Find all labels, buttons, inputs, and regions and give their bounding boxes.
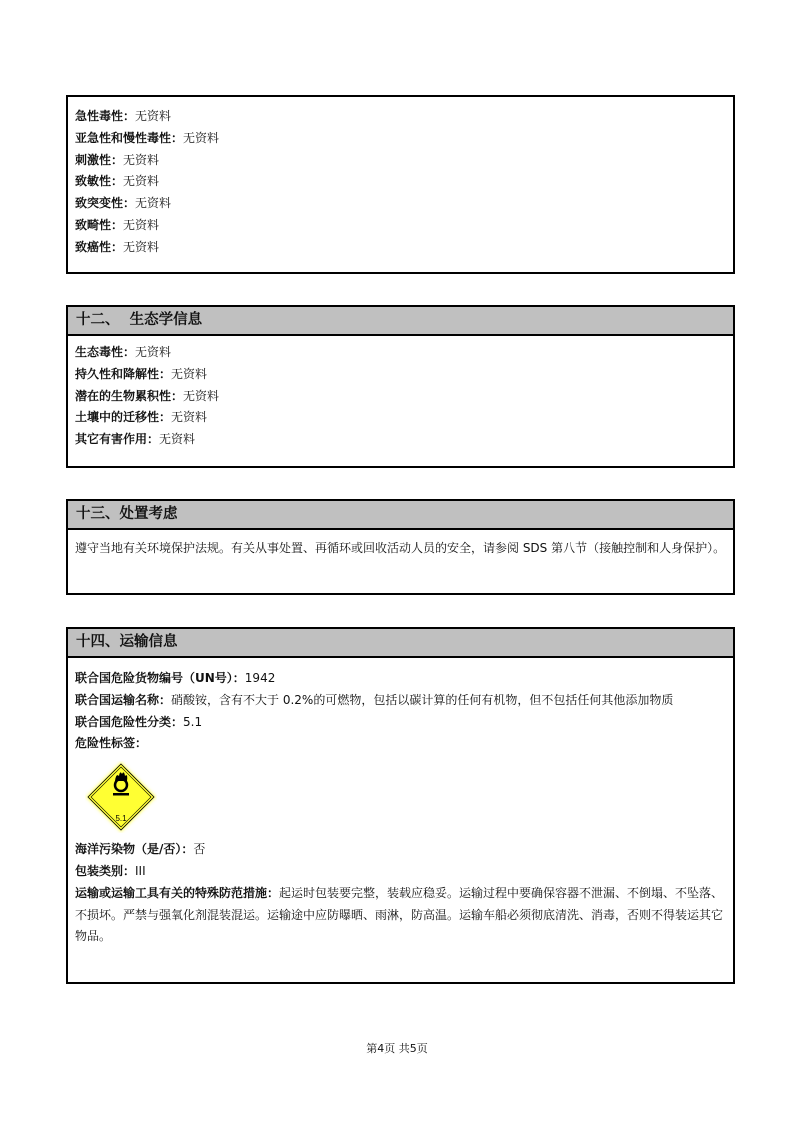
field-irritation: 刺激性：无资料 bbox=[75, 152, 160, 167]
svg-text:5.1: 5.1 bbox=[115, 814, 127, 824]
section-title: 十三、处置考虑 bbox=[68, 501, 733, 530]
field-bioaccumulation: 潜在的生物累积性：无资料 bbox=[75, 388, 220, 403]
field-carcinogenicity: 致癌性：无资料 bbox=[75, 239, 160, 254]
field-mutagenicity: 致突变性：无资料 bbox=[75, 196, 172, 211]
section-title: 十二、 生态学信息 bbox=[68, 307, 733, 336]
section-title: 十四、运输信息 bbox=[68, 629, 733, 658]
field-hazard-class: 联合国危险性分类：5.1 bbox=[75, 714, 203, 729]
field-other-effects: 其它有害作用：无资料 bbox=[75, 432, 196, 447]
section-disposal bbox=[66, 499, 735, 595]
section-ecological bbox=[66, 305, 735, 468]
field-persistence: 持久性和降解性：无资料 bbox=[75, 366, 208, 381]
field-un-number: 联合国危险货物编号（UN号）：1942 bbox=[75, 671, 276, 685]
field-hazard-label: 危险性标签： bbox=[75, 736, 148, 751]
field-teratogenicity: 致畸性：无资料 bbox=[75, 217, 160, 232]
oxidizer-placard-icon bbox=[85, 761, 157, 833]
field-chronic-toxicity: 亚急性和慢性毒性：无资料 bbox=[75, 130, 220, 145]
field-shipping-name: 联合国运输名称：硝酸铵，含有不大于 0.2%的可燃物，包括以碳计算的任何有机物，但不包括任何其他添加物质 bbox=[75, 692, 674, 707]
field-packing-group: 包装类别：III bbox=[75, 863, 146, 878]
field-soil-mobility: 土壤中的迁移性：无资料 bbox=[75, 410, 208, 425]
field-ecotoxicity: 生态毒性：无资料 bbox=[75, 345, 172, 359]
disposal-text: 遵守当地有关环境保护法规。有关从事处置、再循环或回收活动人员的安全，请参阅 SDS 第八节（接触控制和人身保护）。 bbox=[75, 541, 726, 555]
field-acute-toxicity: 急性毒性：无资料 bbox=[75, 109, 172, 123]
field-marine-pollutant: 海洋污染物（是/否）：否 bbox=[75, 842, 206, 857]
page-number: 第4页 共5页 bbox=[366, 1042, 428, 1055]
field-special-precautions: 运输或运输工具有关的特殊防范措施：起运时包装要完整，装载应稳妥。运输过程中要确保容器不泄漏、不倒塌、不坠落、不损坏。严禁与强氧化剂混装混运。运输途中应防曝晒、雨淋，防高温。运输车船必须彻底清洗、消毒，否则不得装运其它物品。 bbox=[75, 885, 724, 944]
section-toxicology-cont bbox=[66, 95, 735, 274]
section-transport bbox=[66, 627, 735, 984]
field-sensitization: 致敏性：无资料 bbox=[75, 174, 160, 189]
